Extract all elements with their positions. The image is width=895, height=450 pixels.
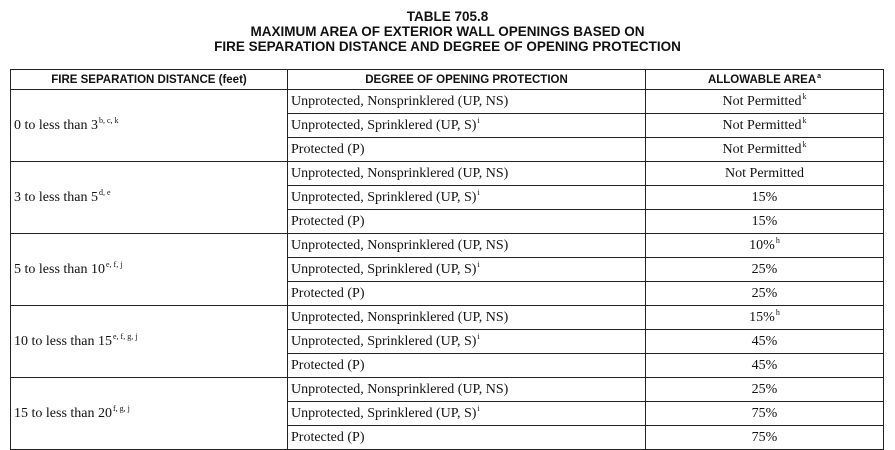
protection-text: Unprotected, Sprinklered (UP, S): [291, 333, 477, 349]
protection-cell: [288, 354, 646, 378]
protection-text: Unprotected, Sprinklered (UP, S): [291, 261, 477, 277]
allowable-area-text: 15%: [751, 189, 778, 205]
distance-text: 5 to less than 10: [14, 261, 105, 277]
protection-text: Protected (P): [291, 357, 365, 373]
protection-cell: [288, 426, 646, 450]
distance-cell: [11, 234, 288, 306]
allowable-area-footnote: h: [775, 307, 780, 317]
protection-text: Unprotected, Nonsprinklered (UP, NS): [291, 165, 509, 181]
protection-text: Unprotected, Sprinklered (UP, S): [291, 405, 477, 421]
distance-footnote: d, e: [99, 187, 111, 197]
protection-text: Protected (P): [291, 213, 365, 229]
allowable-area-cell: [646, 402, 884, 426]
column-header: [11, 70, 288, 90]
protection-footnote: i: [477, 259, 480, 269]
allowable-area-footnote: k: [802, 91, 807, 101]
protection-footnote: i: [477, 331, 480, 341]
distance-cell: [11, 162, 288, 234]
table-row: [11, 162, 884, 186]
protection-footnote: i: [477, 403, 480, 413]
allowable-area-cell: [646, 426, 884, 450]
table-row: [11, 378, 884, 402]
allowable-area-cell: [646, 306, 884, 330]
allowable-area-footnote: h: [775, 235, 780, 245]
allowable-area-text: 15%: [751, 213, 778, 229]
allowable-area-text: Not Permitted: [722, 117, 802, 133]
caption-line-3: FIRE SEPARATION DISTANCE AND DEGREE OF OPENING PROTECTION: [214, 39, 681, 54]
distance-text: 0 to less than 3: [14, 117, 98, 133]
allowable-area-text: 75%: [751, 429, 778, 445]
distance-text: 10 to less than 15: [14, 333, 112, 349]
distance-text: 15 to less than 20: [14, 405, 112, 421]
allowable-area-cell: [646, 330, 884, 354]
allowable-area-text: 25%: [751, 381, 778, 397]
column-header-footnote: a: [817, 72, 822, 80]
allowable-area-cell: [646, 138, 884, 162]
protection-text: Protected (P): [291, 141, 365, 157]
protection-cell: [288, 138, 646, 162]
allowable-area-cell: [646, 258, 884, 282]
column-header: [288, 70, 646, 90]
distance-cell: [11, 306, 288, 378]
column-header: [646, 70, 884, 90]
column-header-text: DEGREE OF OPENING PROTECTION: [365, 73, 568, 86]
protection-text: Unprotected, Nonsprinklered (UP, NS): [291, 93, 509, 109]
caption-line-1: TABLE 705.8: [406, 9, 489, 24]
table-head: [11, 70, 884, 90]
distance-footnote: e, f, g, j: [113, 331, 138, 341]
allowable-area-text: Not Permitted: [722, 93, 802, 109]
protection-text: Unprotected, Nonsprinklered (UP, NS): [291, 309, 509, 325]
protection-cell: [288, 186, 646, 210]
protection-text: Unprotected, Sprinklered (UP, S): [291, 117, 477, 133]
protection-cell: [288, 402, 646, 426]
allowable-area-cell: [646, 234, 884, 258]
protection-cell: [288, 234, 646, 258]
table-body: [11, 90, 884, 450]
allowable-area-cell: [646, 378, 884, 402]
allowable-area-footnote: k: [802, 139, 807, 149]
allowable-area-text: 15%: [749, 309, 775, 325]
caption-line-2: MAXIMUM AREA OF EXTERIOR WALL OPENINGS BASED ON: [250, 24, 645, 39]
column-header-text: FIRE SEPARATION DISTANCE (feet): [51, 73, 247, 86]
protection-cell: [288, 378, 646, 402]
table-caption: [0, 9, 895, 54]
protection-cell: [288, 330, 646, 354]
protection-cell: [288, 306, 646, 330]
distance-footnote: f, g, j: [113, 403, 130, 413]
allowable-area-text: 75%: [751, 405, 778, 421]
column-header-text: ALLOWABLE AREA: [707, 73, 817, 86]
allowable-area-cell: [646, 90, 884, 114]
table-row: [11, 234, 884, 258]
allowable-area-cell: [646, 354, 884, 378]
protection-text: Protected (P): [291, 285, 365, 301]
protection-cell: [288, 90, 646, 114]
protection-text: Unprotected, Nonsprinklered (UP, NS): [291, 381, 509, 397]
allowable-area-text: 45%: [751, 357, 778, 373]
allowable-area-footnote: k: [802, 115, 807, 125]
protection-cell: [288, 258, 646, 282]
allowable-area-text: 25%: [751, 261, 778, 277]
distance-cell: [11, 90, 288, 162]
allowable-area-cell: [646, 282, 884, 306]
table-row: [11, 90, 884, 114]
distance-footnote: e, f, j: [106, 259, 123, 269]
distance-text: 3 to less than 5: [14, 189, 98, 205]
allowable-area-text: 25%: [751, 285, 778, 301]
distance-footnote: b, c, k: [99, 115, 119, 125]
allowable-area-text: Not Permitted: [725, 165, 804, 181]
header-row: [11, 70, 884, 90]
opening-area-table: [10, 69, 884, 450]
allowable-area-text: 10%: [749, 237, 775, 253]
protection-cell: [288, 162, 646, 186]
protection-cell: [288, 114, 646, 138]
protection-text: Unprotected, Nonsprinklered (UP, NS): [291, 237, 509, 253]
allowable-area-text: Not Permitted: [722, 141, 802, 157]
protection-cell: [288, 210, 646, 234]
allowable-area-text: 45%: [751, 333, 778, 349]
protection-cell: [288, 282, 646, 306]
protection-text: Unprotected, Sprinklered (UP, S): [291, 189, 477, 205]
allowable-area-cell: [646, 162, 884, 186]
protection-footnote: i: [477, 187, 480, 197]
allowable-area-cell: [646, 114, 884, 138]
allowable-area-cell: [646, 186, 884, 210]
table-row: [11, 306, 884, 330]
protection-footnote: i: [477, 115, 480, 125]
distance-cell: [11, 378, 288, 450]
allowable-area-cell: [646, 210, 884, 234]
protection-text: Protected (P): [291, 429, 365, 445]
